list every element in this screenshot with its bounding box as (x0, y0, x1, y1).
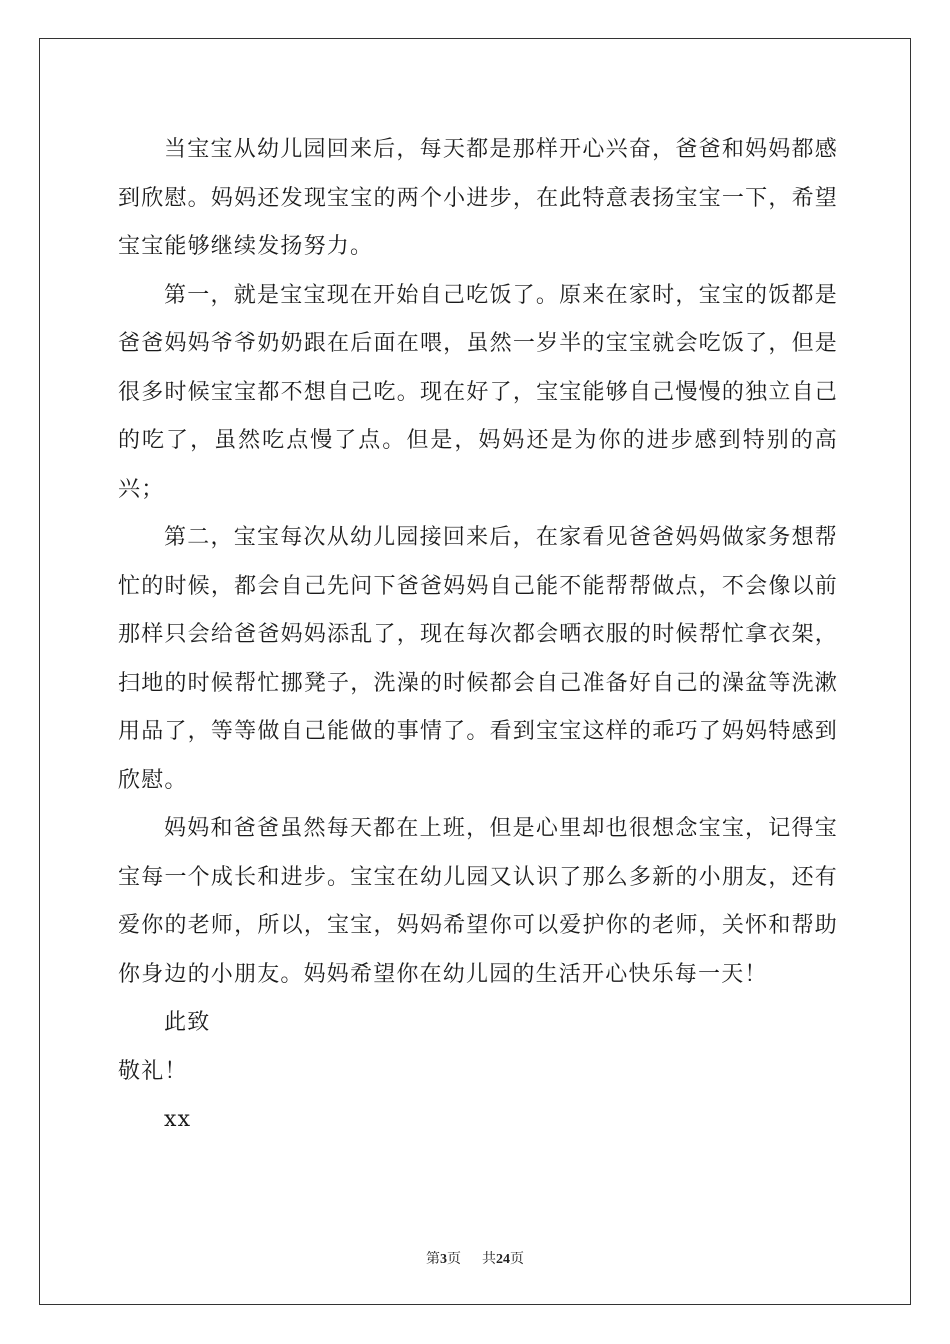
page-suffix: 页 (447, 1252, 461, 1267)
total-suffix: 页 (510, 1252, 524, 1267)
paragraph-conclusion: 妈妈和爸爸虽然每天都在上班，但是心里却也很想念宝宝，记得宝宝每一个成长和进步。宝宝在幼儿园又认识了那么多新的小朋友，还有爱你的老师，所以，宝宝，妈妈希望你可以爱护你的老师，关怀和帮助你身边的小朋友。妈妈希望你在幼儿园的生活开心快乐每一天！ (118, 816, 838, 987)
page-prefix: 第 (426, 1252, 440, 1267)
page-number: 3 (440, 1252, 447, 1267)
document-body (118, 126, 838, 1145)
total-prefix: 共 (482, 1252, 496, 1267)
signature: xx (164, 1107, 192, 1132)
page-footer (0, 1248, 950, 1268)
closing-salute: 敬礼！ (118, 1058, 188, 1084)
paragraph-second-progress: 第二，宝宝每次从幼儿园接回来后，在家看见爸爸妈妈做家务想帮忙的时候，都会自己先问下爸爸妈妈自己能不能帮帮做点，不会像以前那样只会给爸爸妈妈添乱了，现在每次都会晒衣服的时候帮忙拿衣架，扫地的时候帮忙挪凳子，洗澡的时候都会自己准备好自己的澡盆等洗漱用品了，等等做自己能做的事情了。看到宝宝这样的乖巧了妈妈特感到欣慰。 (118, 525, 838, 793)
total-pages: 24 (496, 1252, 510, 1267)
paragraph-intro: 当宝宝从幼儿园回来后，每天都是那样开心兴奋，爸爸和妈妈都感到欣慰。妈妈还发现宝宝的两个小进步，在此特意表扬宝宝一下，希望宝宝能够继续发扬努力。 (118, 137, 838, 259)
paragraph-first-progress: 第一，就是宝宝现在开始自己吃饭了。原来在家时，宝宝的饭都是爸爸妈妈爷爷奶奶跟在后面在喂，虽然一岁半的宝宝就会吃饭了，但是很多时候宝宝都不想自己吃。现在好了，宝宝能够自己慢慢的独立自己的吃了，虽然吃点慢了点。但是，妈妈还是为你的进步感到特别的高兴； (118, 282, 838, 502)
closing-to: 此致 (164, 1010, 211, 1035)
